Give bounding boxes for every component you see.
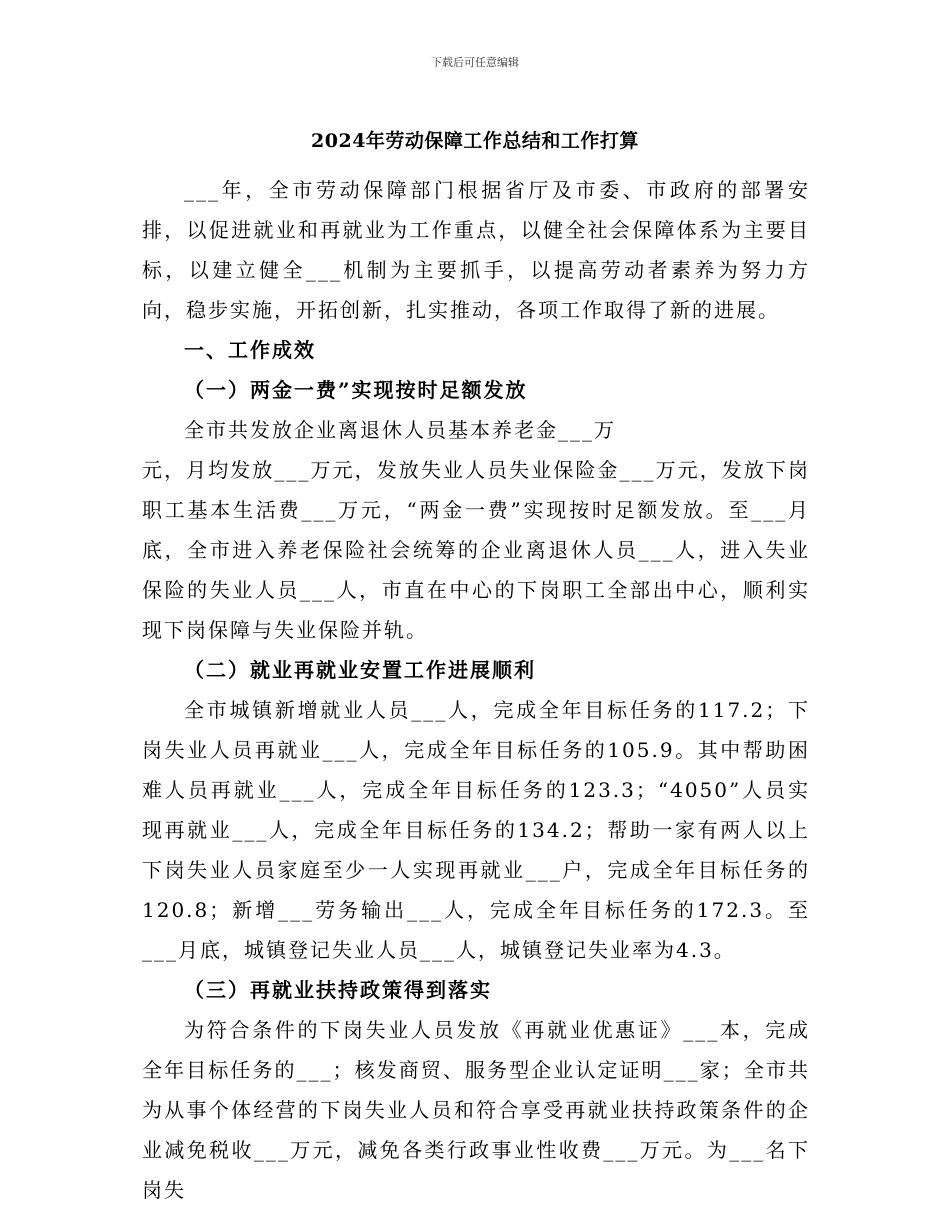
paragraph-pension-first-line: 全市共发放企业离退休人员基本养老金___万: [184, 418, 616, 442]
paragraph-policy: 为符合条件的下岗失业人员发放《再就业优惠证》___本，完成全年目标任务的___；核发商贸、服务型企业认定证明___家；全市共为从事个体经营的下岗失业人员和符合享受再就业扶持政策条件的企业减免税收___万元，减免各类行政事业性收费___万元。为___名下岗失: [142, 1018, 810, 1202]
subsection-heading-2: （二）就业再就业安置工作进展顺利: [184, 658, 536, 682]
subsection-heading-1: （一）两金一费”实现按时足额发放: [184, 378, 528, 402]
paragraph-pension: 元，月均发放___万元，发放失业人员失业保险金___万元，发放下岗职工基本生活费___万元，“两金一费”实现按时足额发放。至___月底，全市进入养老保险社会统筹的企业离退休人员___人，进入失业保险的失业人员___人，市直在中心的下岗职工全部出中心，顺利实现下岗保障与失业保险并轨。: [142, 458, 810, 642]
page-header: 下载后可任意编辑: [431, 56, 519, 69]
paragraph-employment: 全市城镇新增就业人员___人，完成全年目标任务的117.2；下岗失业人员再就业___人，完成全年目标任务的105.9。其中帮助困难人员再就业___人，完成全年目标任务的123.3；“4050”人员实现再就业___人，完成全年目标任务的134.2；帮助一家有两人以上下岗失业人员家庭至少一人实现再就业___户，完成全年目标任务的120.8；新增___劳务输出___人，完成全年目标任务的172.3。至___月底，城镇登记失业人员___人，城镇登记失业率为4.3。: [142, 698, 810, 962]
document-title: 2024年劳动保障工作总结和工作打算: [311, 130, 639, 152]
paragraph-intro: ___年，全市劳动保障部门根据省厅及市委、市政府的部署安排，以促进就业和再就业为工作重点，以健全社会保障体系为主要目标，以建立健全___机制为主要抓手，以提高劳动者素养为努力方向，稳步实施，开拓创新，扎实推动，各项工作取得了新的进展。: [142, 178, 810, 322]
document-body: [142, 170, 810, 1210]
subsection-heading-3: （三）再就业扶持政策得到落实: [184, 978, 492, 1002]
section-heading-1: 一、工作成效: [184, 338, 316, 362]
